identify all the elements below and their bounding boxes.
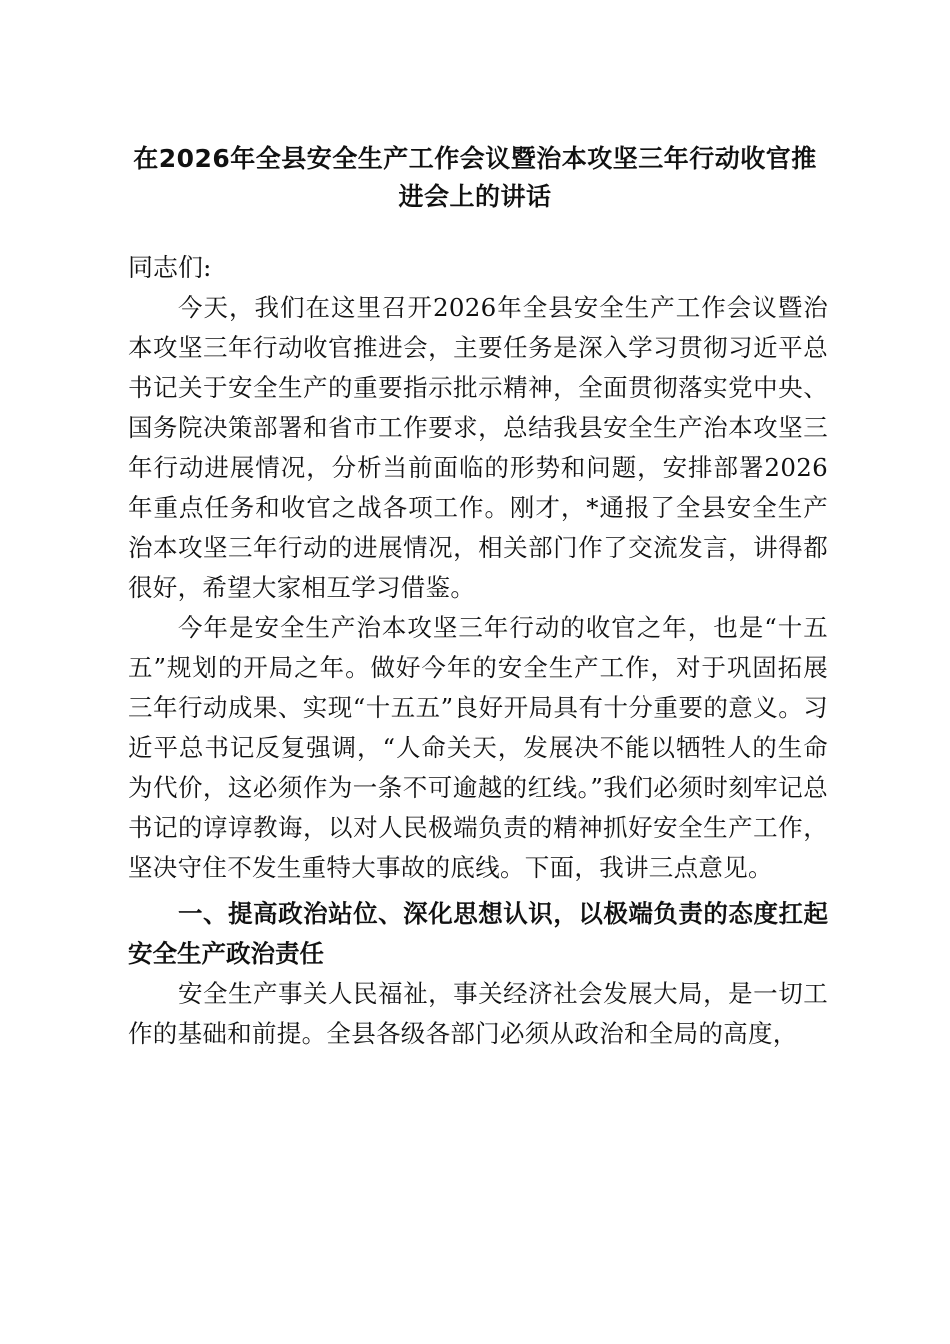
paragraph-2: 今年是安全生产治本攻坚三年行动的收官之年，也是“十五五”规划的开局之年。做好今年的安全生产工作，对于巩固拓展三年行动成果、实现“十五五”良好开局具有十分重要的意义。习近平总书记反复强调，“人命关天，发展决不能以牺牲人的生命为代价，这必须作为一条不可逾越的红线。”我们必须时刻牢记总书记的谆谆教诲，以对人民极端负责的精神抓好安全生产工作，坚决守住不发生重特大事故的底线。下面，我讲三点意见。 bbox=[128, 613, 829, 882]
document-title bbox=[120, 140, 830, 216]
paragraph-3: 安全生产事关人民福祉，事关经济社会发展大局，是一切工作的基础和前提。全县各级各部门必须从政治和全局的高度， bbox=[128, 979, 828, 1048]
section-heading-1: 一、提高政治站位、深化思想认识，以极端负责的态度扛起安全生产政治责任 bbox=[128, 899, 828, 968]
document-body bbox=[128, 248, 828, 1054]
paragraph-1: 今天，我们在这里召开2026年全县安全生产工作会议暨治本攻坚三年行动收官推进会，主要任务是深入学习贯彻习近平总书记关于安全生产的重要指示批示精神，全面贯彻落实党中央、国务院决策部署和省市工作要求，总结我县安全生产治本攻坚三年行动进展情况，分析当前面临的形势和问题，安排部署2026年重点任务和收官之战各项工作。刚才，*通报了全县安全生产治本攻坚三年行动的进展情况，相关部门作了交流发言，讲得都很好，希望大家相互学习借鉴。 bbox=[128, 293, 828, 602]
title-line-2: 进会上的讲话 bbox=[398, 182, 552, 211]
title-line-1: 在2026年全县安全生产工作会议暨治本攻坚三年行动收官推 bbox=[133, 144, 817, 173]
salutation: 同志们: bbox=[128, 253, 212, 282]
